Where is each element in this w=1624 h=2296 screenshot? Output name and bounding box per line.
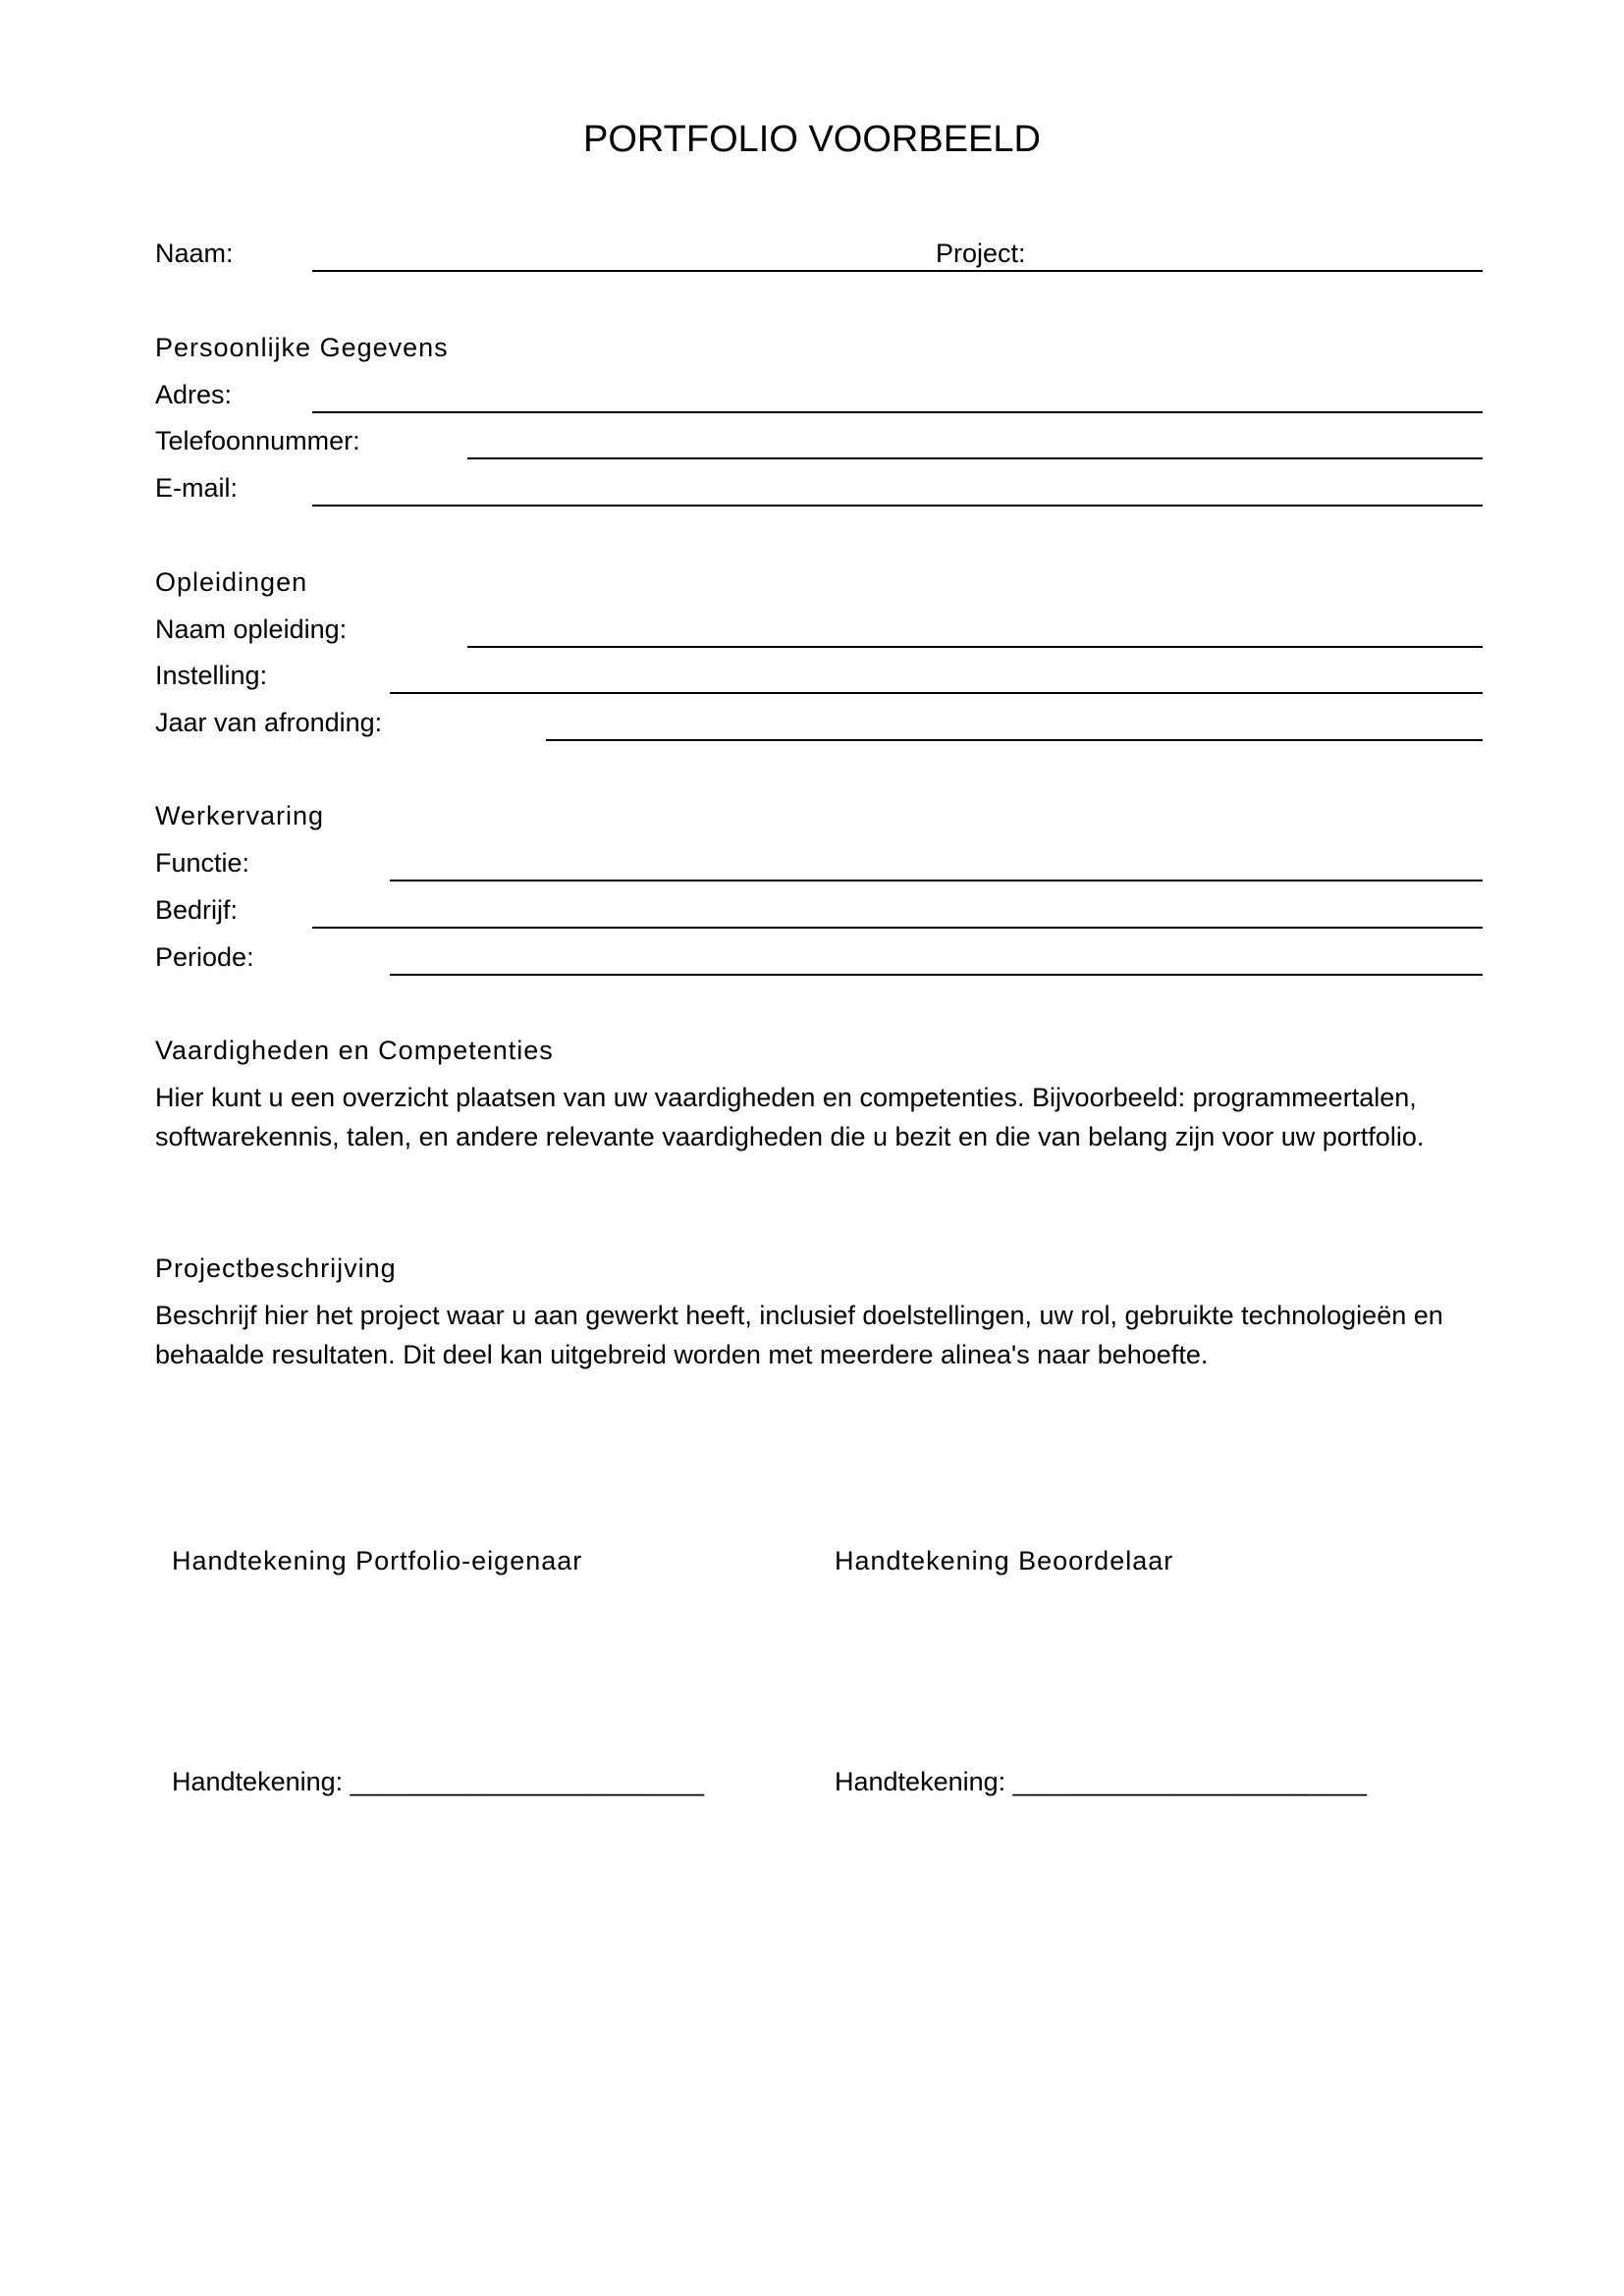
naam-opleiding-line[interactable] [467,646,1483,648]
bedrijf-line[interactable] [312,927,1483,929]
bedrijf-label: Bedrijf: [155,895,239,925]
naam-project-line[interactable] [312,270,1483,272]
periode-line[interactable] [390,974,1483,976]
personal-heading: Persoonlijke Gegevens [155,333,449,362]
skills-text: Hier kunt u een overzicht plaatsen van uw vaardigheden en competenties. Bijvoorbeeld: programmeertalen, softwarekennis, talen, en andere relevante vaardigheden die u bezit en die van belang zijn voor uw portfolio. [155,1083,1425,1151]
project-label: Project: [936,239,1026,268]
jaar-line[interactable] [546,739,1483,741]
assessor-signature-line[interactable]: Handtekening: ________________________ [835,1767,1368,1796]
assessor-signature-heading: Handtekening Beoordelaar [835,1546,1174,1575]
instelling-label: Instelling: [155,661,268,690]
owner-signature-line[interactable]: Handtekening: ________________________ [172,1767,705,1796]
education-heading: Opleidingen [155,567,308,597]
skills-heading: Vaardigheden en Competenties [155,1036,554,1065]
project-text: Beschrijf hier het project waar u aan gewerkt heeft, inclusief doelstellingen, uw rol, gebruikte technologieën en behaalde resultaten. Dit deel kan uitgebreid worden met meerdere alinea's naar behoefte. [155,1301,1443,1369]
telefoon-label: Telefoonnummer: [155,426,360,455]
naam-opleiding-label: Naam opleiding: [155,614,348,644]
naam-label: Naam: [155,239,234,268]
email-label: E-mail: [155,473,239,503]
periode-label: Periode: [155,942,254,972]
project-heading: Projectbeschrijving [155,1254,397,1283]
work-heading: Werkervaring [155,801,325,830]
owner-signature-heading: Handtekening Portfolio-eigenaar [172,1546,583,1575]
email-line[interactable] [312,505,1483,507]
telefoon-line[interactable] [467,457,1483,459]
document-title: PORTFOLIO VOORBEELD [583,119,1041,160]
functie-label: Functie: [155,848,250,878]
instelling-line[interactable] [390,692,1483,694]
adres-line[interactable] [312,411,1483,413]
functie-line[interactable] [390,880,1483,881]
jaar-label: Jaar van afronding: [155,708,383,737]
adres-label: Adres: [155,380,233,409]
